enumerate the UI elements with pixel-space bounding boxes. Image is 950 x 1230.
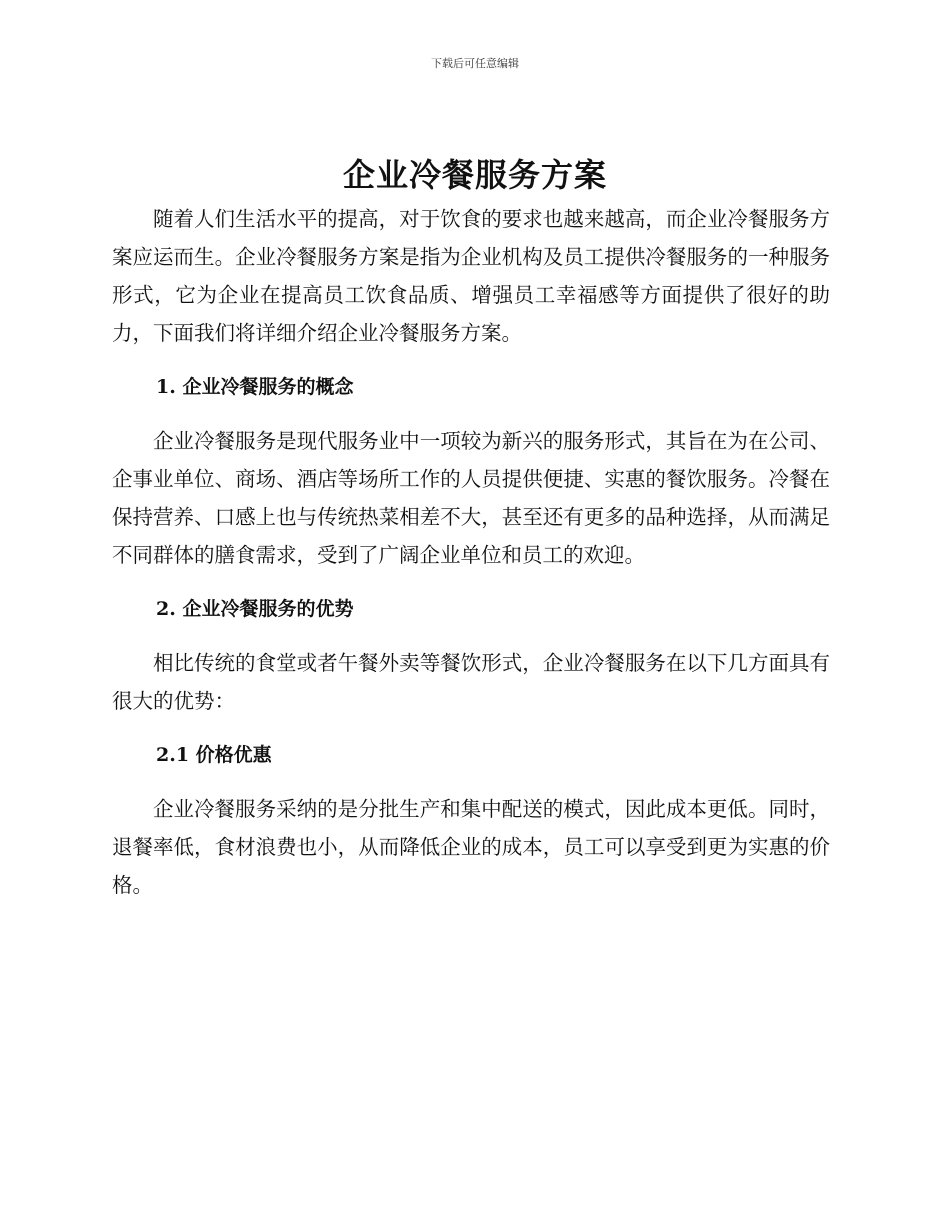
document-title: 企业冷餐服务方案	[342, 156, 607, 194]
header-note: 下载后可任意编辑	[431, 57, 519, 70]
section-heading-concept: 1. 企业冷餐服务的概念	[156, 376, 354, 398]
section-paragraph-price: 企业冷餐服务采纳的是分批生产和集中配送的模式，因此成本更低。同时，退餐率低，食材浪费也小，从而降低企业的成本，员工可以享受到更为实惠的价格。	[112, 797, 830, 897]
section-heading-advantages: 2. 企业冷餐服务的优势	[156, 598, 354, 620]
section-paragraph-concept: 企业冷餐服务是现代服务业中一项较为新兴的服务形式，其旨在为在公司、企事业单位、商场、酒店等场所工作的人员提供便捷、实惠的餐饮服务。冷餐在保持营养、口感上也与传统热菜相差不大，甚至还有更多的品种选择，从而满足不同群体的膳食需求，受到了广阔企业单位和员工的欢迎。	[112, 429, 830, 567]
document-body	[112, 200, 830, 904]
section-paragraph-advantages: 相比传统的食堂或者午餐外卖等餐饮形式，企业冷餐服务在以下几方面具有很大的优势：	[112, 651, 830, 713]
intro-paragraph: 随着人们生活水平的提高，对于饮食的要求也越来越高，而企业冷餐服务方案应运而生。企业冷餐服务方案是指为企业机构及员工提供冷餐服务的一种服务形式，它为企业在提高员工饮食品质、增强员工幸福感等方面提供了很好的助力，下面我们将详细介绍企业冷餐服务方案。	[112, 207, 830, 345]
section-heading-price: 2.1 价格优惠	[156, 744, 272, 766]
